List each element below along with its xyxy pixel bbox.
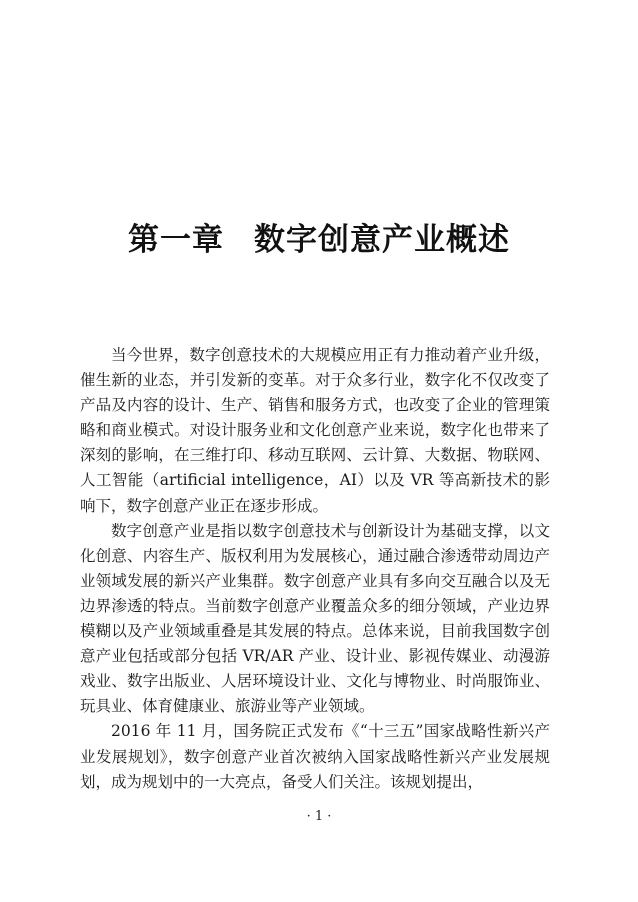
paragraph: 数字创意产业是指以数字创意技术与创新设计为基础支撑，以文化创意、内容生产、版权利用为发展核心，通过融合渗透带动周边产业领域发展的新兴产业集群。数字创意产业具有多向交互融合以及无边界渗透的特点。当前数字创意产业覆盖众多的细分领域，产业边界模糊以及产业领域重叠是其发展的特点。总体来说，目前我国数字创意产业包括或部分包括 VR/AR 产业、设计业、影视传媒业、动漫游戏业、数字出版业、人居环境设计业、文化与博物业、时尚服饰业、玩具业、体育健康业、旅游业等产业领域。 [80,521,550,716]
chapter-number: 第一章 [128,222,224,258]
body-text [80,343,550,795]
paragraph: 当今世界，数字创意技术的大规模应用正有力推动着产业升级，催生新的业态，并引发新的变革。对于众多行业，数字化不仅改变了产品及内容的设计、生产、销售和服务方式，也改变了企业的管理策略和商业模式。对设计服务业和文化创意产业来说，数字化也带来了深刻的影响，在三维打印、移动互联网、云计算、大数据、物联网、人工智能（artificial intelligence，AI）以及 VR 等高新技术的影响下，数字创意产业正在逐步形成。 [80,346,550,515]
paragraph: 2016 年 11 月，国务院正式发布《“十三五”国家战略性新兴产业发展规划》，数字创意产业首次被纳入国家战略性新兴产业发展规划，成为规划中的一大亮点，备受人们关注。该规划提出， [80,722,550,791]
chapter-title [0,214,638,259]
page-number: · 1 · [306,809,332,824]
chapter-heading: 数字创意产业概述 [254,222,510,258]
